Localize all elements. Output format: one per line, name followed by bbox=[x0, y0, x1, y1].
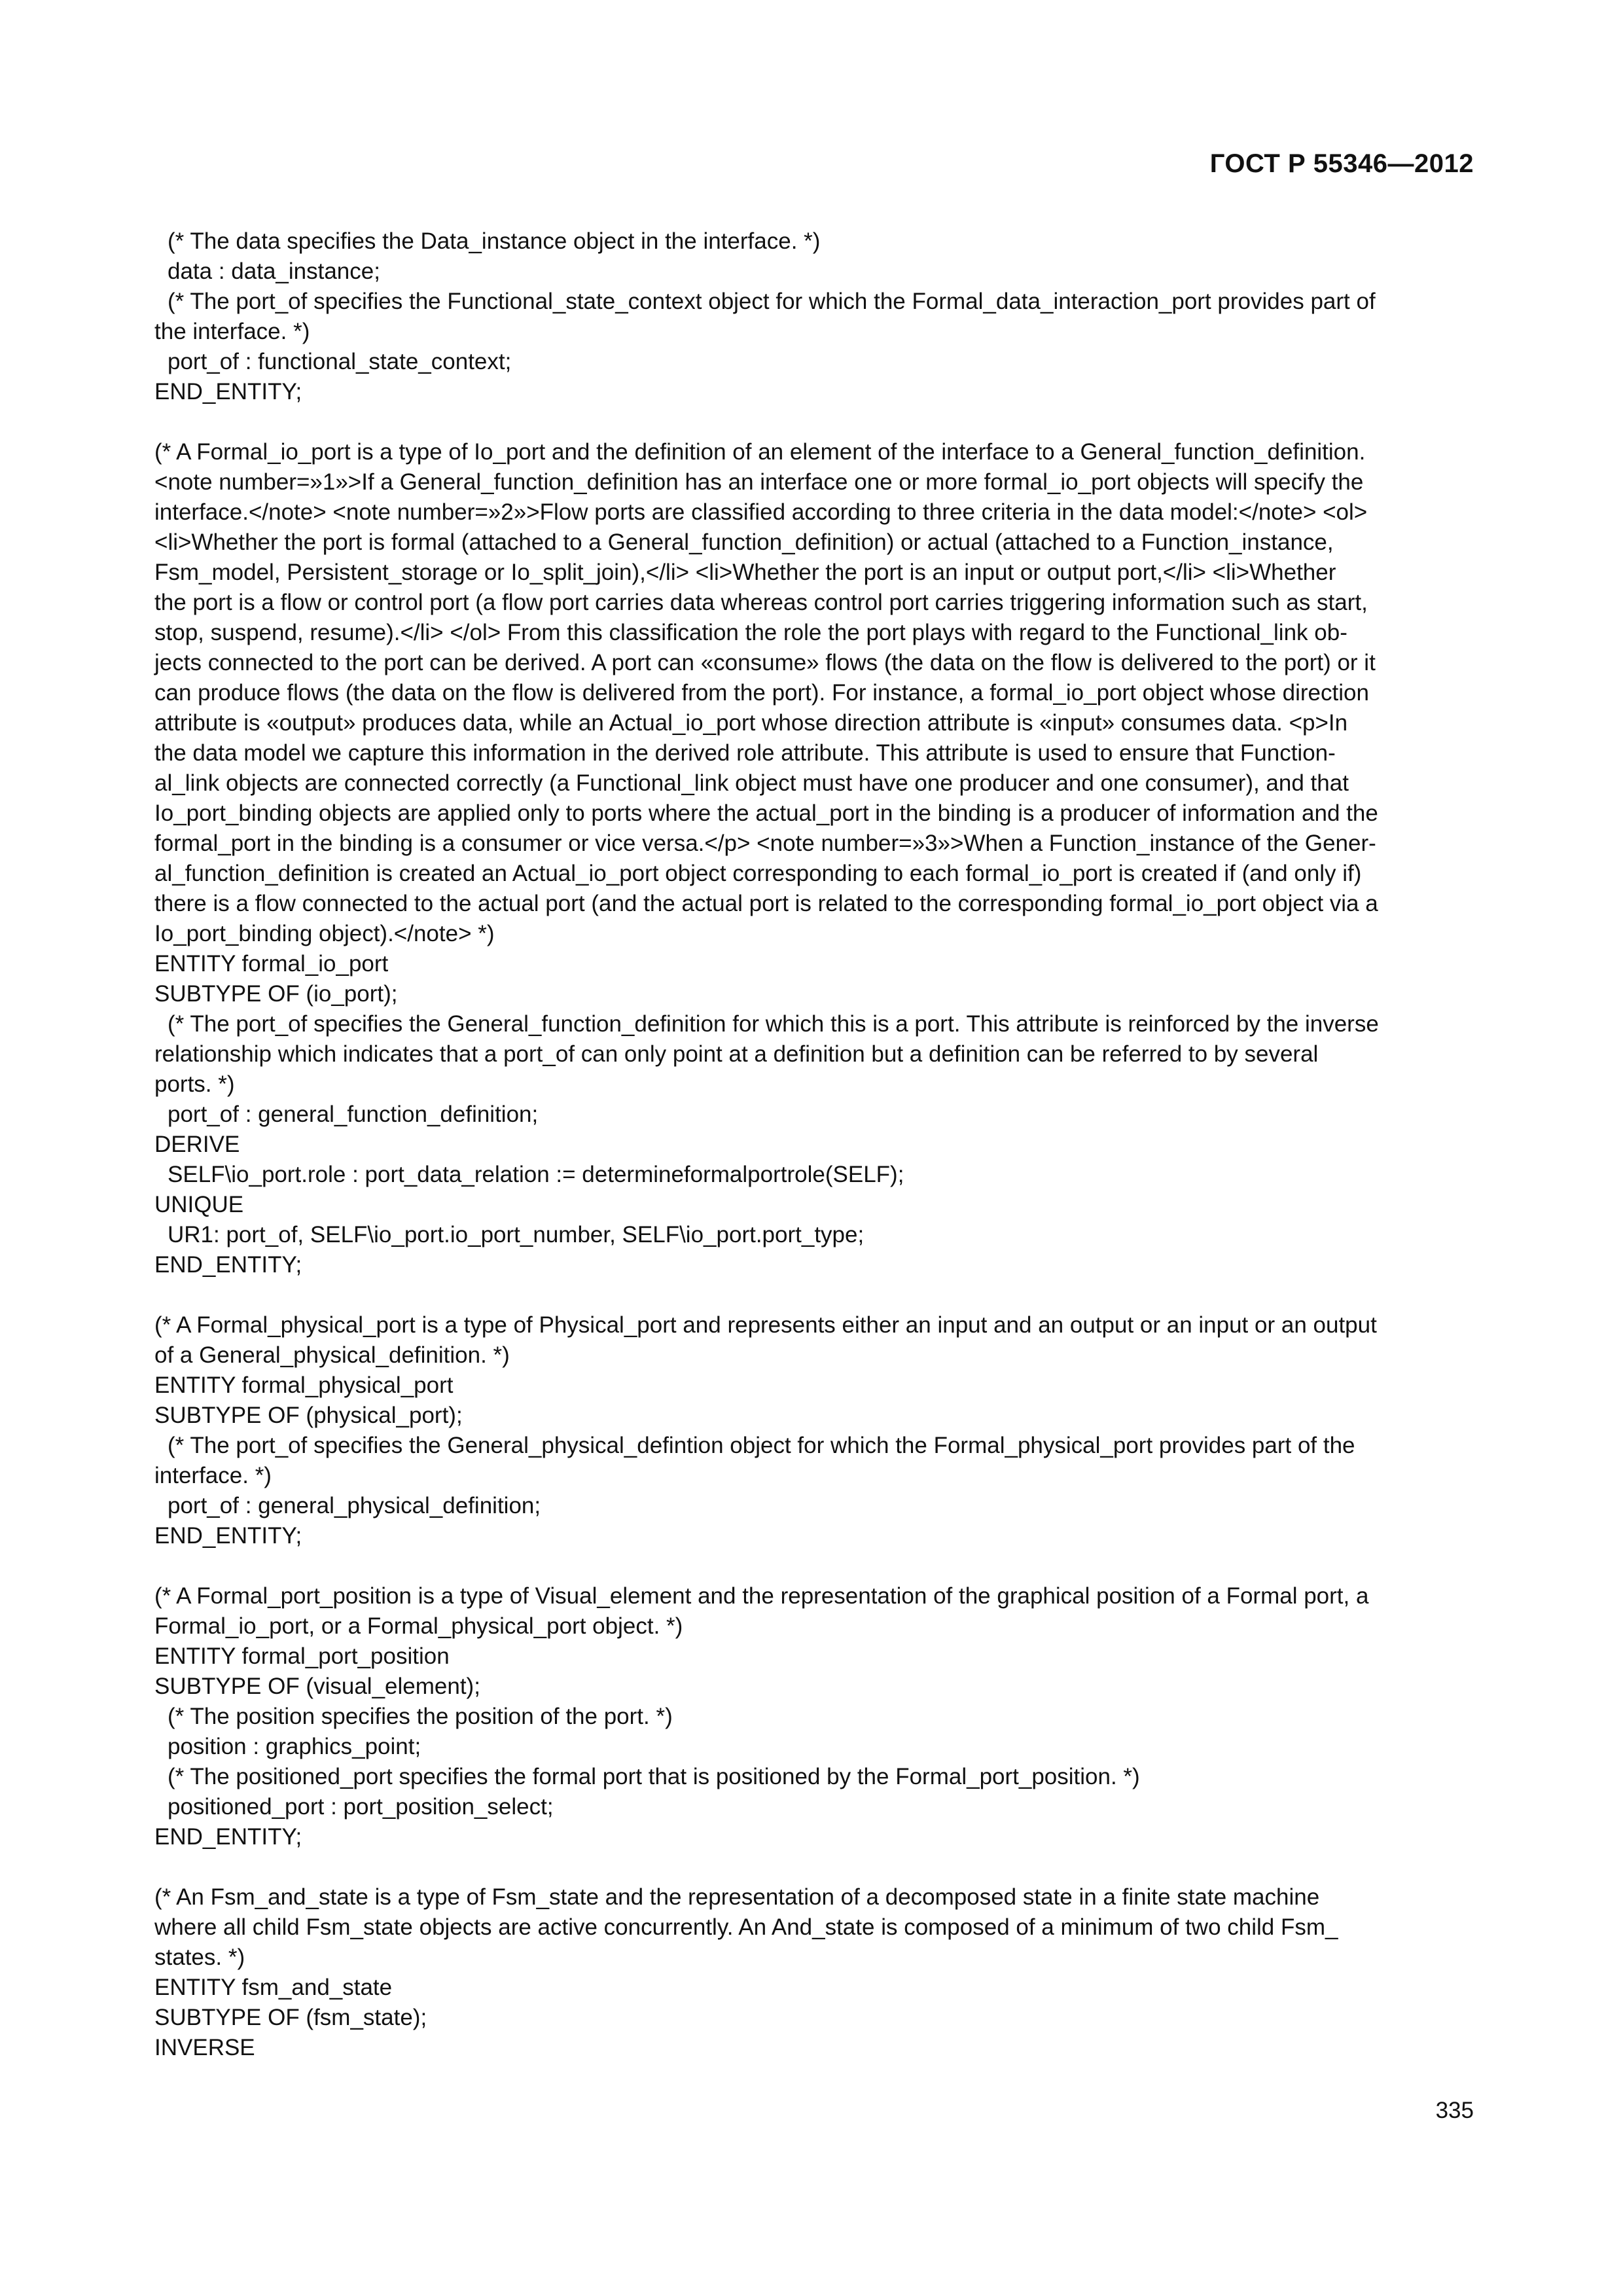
text-line: (* An Fsm_and_state is a type of Fsm_state and the representation of a decomposed state in a finite state machine bbox=[154, 1884, 1320, 1910]
text-line: can produce flows (the data on the flow is delivered from the port). For instance, a formal_io_port object whose direction bbox=[154, 680, 1369, 706]
text-line: ENTITY formal_io_port bbox=[154, 951, 389, 977]
text-line: Io_port_binding object).</note> *) bbox=[154, 921, 495, 946]
text-line: port_of : general_physical_definition; bbox=[168, 1493, 541, 1518]
text-line: Io_port_binding objects are applied only to ports where the actual_port in the binding is a producer of information and the bbox=[154, 800, 1378, 826]
text-line: END_ENTITY; bbox=[154, 1824, 302, 1850]
text-line: relationship which indicates that a port_of can only point at a definition but a definition can be referred to by several bbox=[154, 1041, 1319, 1067]
text-line: Fsm_model, Persistent_storage or Io_split_join),</li> <li>Whether the port is an input or output port,</li> <li>Whether bbox=[154, 560, 1336, 585]
text-line: (* The position specifies the position of the port. *) bbox=[168, 1704, 673, 1729]
text-line: there is a flow connected to the actual port (and the actual port is related to the corresponding formal_io_port object via a bbox=[154, 891, 1378, 916]
text-line: SUBTYPE OF (visual_element); bbox=[154, 1674, 480, 1699]
text-line: END_ENTITY; bbox=[154, 1252, 302, 1278]
text-line: formal_port in the binding is a consumer or vice versa.</p> <note number=»3»>When a Function_instance of the Gener- bbox=[154, 831, 1376, 856]
block-separator bbox=[154, 1551, 1470, 1581]
text-line: stop, suspend, resume).</li> </ol> From this classification the role the port plays with regard to the Functional_link ob- bbox=[154, 620, 1347, 645]
text-line: where all child Fsm_state objects are active concurrently. An And_state is composed of a minimum of two child Fsm_ bbox=[154, 1914, 1338, 1940]
text-line: ports. *) bbox=[154, 1071, 235, 1097]
text-line: INVERSE bbox=[154, 2035, 255, 2060]
text-line: <note number=»1»>If a General_function_definition has an interface one or more formal_io_port objects will specify the bbox=[154, 469, 1364, 495]
text-line: (* A Formal_physical_port is a type of Physical_port and represents either an input and an output or an input or an output bbox=[154, 1312, 1377, 1338]
text-line: (* The positioned_port specifies the formal port that is positioned by the Formal_port_position. *) bbox=[168, 1764, 1140, 1789]
text-line: SUBTYPE OF (io_port); bbox=[154, 981, 398, 1007]
text-line: states. *) bbox=[154, 1945, 245, 1970]
text-line: UR1: port_of, SELF\io_port.io_port_number, SELF\io_port.port_type; bbox=[168, 1222, 865, 1247]
document-standard-header: ГОСТ Р 55346—2012 bbox=[1209, 149, 1474, 178]
text-line: END_ENTITY; bbox=[154, 379, 302, 404]
text-line: port_of : general_function_definition; bbox=[168, 1102, 539, 1127]
block-separator bbox=[154, 407, 1470, 437]
text-line: jects connected to the port can be derived. A port can «consume» flows (the data on the flow is delivered to the port) or it bbox=[154, 650, 1376, 675]
text-line: Formal_io_port, or a Formal_physical_port object. *) bbox=[154, 1613, 683, 1639]
block-separator bbox=[154, 1280, 1470, 1310]
text-line: ENTITY fsm_and_state bbox=[154, 1975, 393, 2000]
text-line: SUBTYPE OF (fsm_state); bbox=[154, 2005, 427, 2030]
block-separator bbox=[154, 1852, 1470, 1882]
text-line: positioned_port : port_position_select; bbox=[168, 1794, 554, 1820]
text-line: SUBTYPE OF (physical_port); bbox=[154, 1403, 463, 1428]
text-line: attribute is «output» produces data, while an Actual_io_port whose direction attribute is «input» consumes data. <p>In bbox=[154, 710, 1348, 736]
text-line: position : graphics_point; bbox=[168, 1734, 421, 1759]
text-line: (* The port_of specifies the Functional_state_context object for which the Formal_data_interaction_port provides part of bbox=[168, 289, 1376, 314]
text-line: interface. *) bbox=[154, 1463, 272, 1488]
text-line: <li>Whether the port is formal (attached to a General_function_definition) or actual (attached to a Function_instance, bbox=[154, 529, 1334, 555]
text-line: ENTITY formal_physical_port bbox=[154, 1372, 454, 1398]
text-line: al_link objects are connected correctly (a Functional_link object must have one producer and one consumer), and that bbox=[154, 770, 1349, 796]
text-line: DERIVE bbox=[154, 1132, 240, 1157]
text-line: interface.</note> <note number=»2»>Flow ports are classified according to three criteria in the data model:</note> <ol> bbox=[154, 499, 1368, 525]
text-line: of a General_physical_definition. *) bbox=[154, 1342, 510, 1368]
text-line: (* A Formal_port_position is a type of Visual_element and the representation of the graphical position of a Formal port, a bbox=[154, 1583, 1369, 1609]
text-line: SELF\io_port.role : port_data_relation := determineformalportrole(SELF); bbox=[168, 1162, 904, 1187]
text-line: the data model we capture this information in the derived role attribute. This attribute is used to ensure that Function- bbox=[154, 740, 1336, 766]
text-line: port_of : functional_state_context; bbox=[168, 349, 512, 374]
text-line: the interface. *) bbox=[154, 319, 310, 344]
text-line: UNIQUE bbox=[154, 1192, 244, 1217]
text-line: (* The port_of specifies the General_physical_defintion object for which the Formal_physical_port provides part of the bbox=[168, 1433, 1355, 1458]
text-line: the port is a flow or control port (a flow port carries data whereas control port carries triggering information such as start, bbox=[154, 590, 1368, 615]
text-line: data : data_instance; bbox=[168, 259, 380, 284]
text-line: (* The port_of specifies the General_function_definition for which this is a port. This attribute is reinforced by the inverse bbox=[168, 1011, 1379, 1037]
text-line: (* A Formal_io_port is a type of Io_port and the definition of an element of the interface to a General_function_definition. bbox=[154, 439, 1366, 465]
express-schema-text bbox=[154, 226, 1470, 2063]
text-line: al_function_definition is created an Actual_io_port object corresponding to each formal_io_port is created if (and only if) bbox=[154, 861, 1362, 886]
text-line: ENTITY formal_port_position bbox=[154, 1643, 450, 1669]
text-line: (* The data specifies the Data_instance object in the interface. *) bbox=[168, 228, 821, 254]
page-number: 335 bbox=[1435, 2098, 1474, 2123]
text-line: END_ENTITY; bbox=[154, 1523, 302, 1549]
